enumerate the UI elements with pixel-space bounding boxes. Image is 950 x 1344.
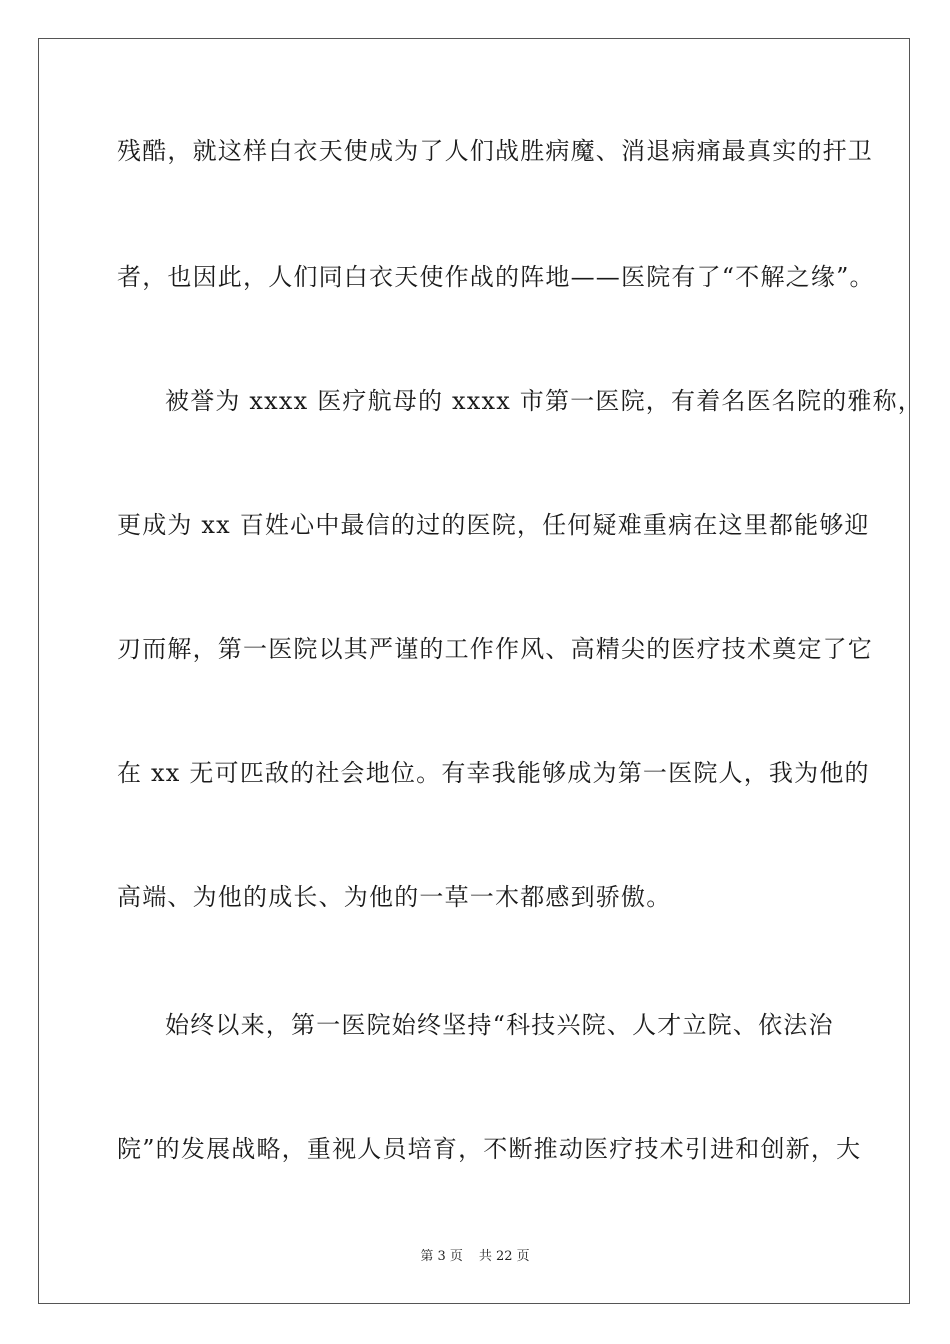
page-number: 第 3 页 — [420, 1249, 463, 1264]
text-line: 在 xx 无可匹敌的社会地位。有幸我能够成为第一医院人，我为他的 — [117, 759, 870, 787]
page-border — [38, 38, 923, 1304]
page-total: 共 22 页 — [478, 1249, 530, 1264]
text-line: 者，也因此，人们同白衣天使作战的阵地——医院有了“不解之缘”。 — [117, 263, 875, 291]
text-line: 高端、为他的成长、为他的一草一木都感到骄傲。 — [117, 883, 672, 911]
text-line: 刃而解，第一医院以其严谨的工作作风、高精尖的医疗技术奠定了它 — [117, 635, 873, 663]
text-line: 院”的发展战略，重视人员培育，不断推动医疗技术引进和创新，大 — [117, 1135, 862, 1163]
page-footer — [0, 1248, 950, 1266]
text-line: 残酷，就这样白衣天使成为了人们战胜病魔、消退病痛最真实的扞卫 — [117, 137, 873, 165]
paragraph-start-line: 始终以来，第一医院始终坚持“科技兴院、人才立院、依法治 — [165, 1011, 834, 1039]
paragraph-start-line: 被誉为 xxxx 医疗航母的 xxxx 市第一医院，有着名医名院的雅称， — [165, 387, 923, 415]
text-line: 更成为 xx 百姓心中最信的过的医院，任何疑难重病在这里都能够迎 — [117, 511, 870, 539]
